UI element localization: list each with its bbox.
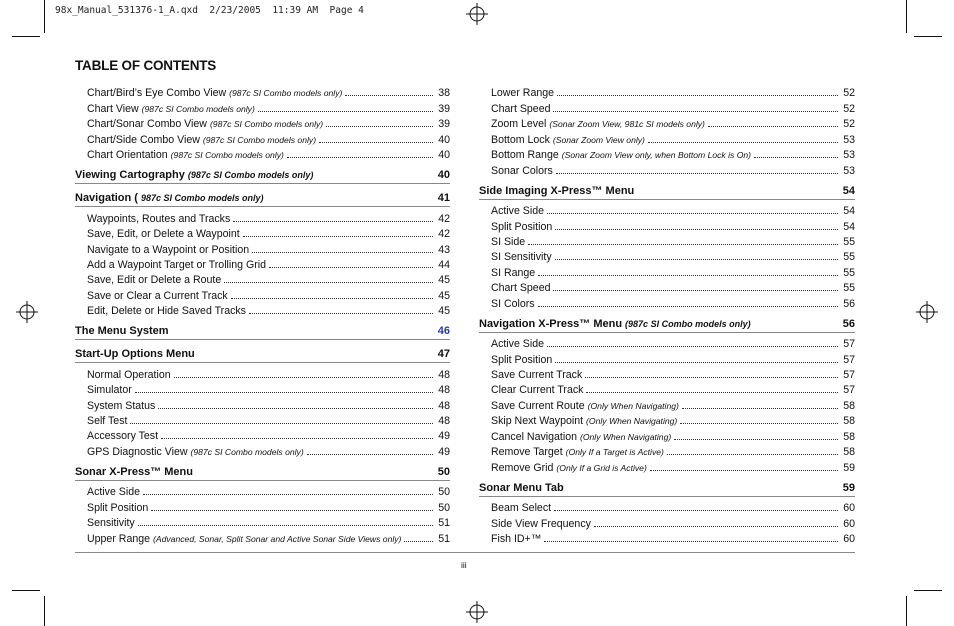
toc-page-number: 40 [438, 133, 450, 146]
dot-leader [249, 313, 433, 314]
toc-page-number: 58 [843, 430, 855, 443]
toc-page-number: 56 [842, 317, 855, 330]
dot-leader [326, 126, 433, 127]
toc-entry-note: (Sonar Zoom View, 981c SI models only) [549, 119, 705, 130]
toc-page-number: 58 [843, 446, 855, 459]
toc-page-number: 39 [438, 102, 450, 115]
toc-section-heading[interactable] [75, 464, 450, 481]
toc-entry[interactable] [479, 217, 855, 232]
toc-page-number: 40 [437, 169, 450, 182]
toc-entry[interactable] [75, 514, 450, 529]
toc-entry-note: (987c SI Combo models only) [141, 103, 255, 114]
toc-page-number: 59 [842, 481, 855, 494]
dot-leader [287, 157, 433, 158]
toc-section-heading[interactable] [479, 480, 855, 497]
toc-entry-label: SI Side [491, 235, 526, 248]
toc-entry[interactable] [75, 130, 450, 145]
toc-entry-label: System Status [87, 399, 156, 412]
dot-leader [233, 221, 433, 222]
toc-page-number: 55 [843, 266, 855, 279]
dot-leader [174, 377, 433, 378]
toc-entry-label: Split Position [491, 220, 553, 233]
toc-page-number: 48 [438, 415, 450, 427]
toc-page-number: 42 [438, 228, 450, 241]
toc-entry-label: Sonar Colors [491, 164, 553, 177]
registration-mark-icon [466, 3, 488, 25]
toc-entry-label: Normal Operation [87, 368, 171, 381]
toc-section-heading[interactable] [75, 323, 450, 340]
toc-entry[interactable] [479, 202, 855, 217]
toc-entry-label: Skip Next Waypoint [491, 415, 584, 428]
toc-page-number: 42 [438, 212, 450, 225]
toc-page-number: 44 [438, 258, 450, 271]
dot-leader [547, 213, 838, 214]
toc-entry[interactable] [479, 84, 855, 99]
toc-entry-note: (987c SI Combo models only) [170, 150, 284, 161]
dot-leader [538, 306, 838, 307]
toc-entry[interactable] [479, 115, 855, 130]
dot-leader [258, 111, 433, 112]
crop-mark-icon [914, 590, 942, 591]
toc-page-number: 57 [843, 338, 855, 351]
toc-page-number: 51 [438, 517, 450, 530]
toc-entry[interactable] [75, 286, 450, 301]
toc-entry[interactable] [479, 335, 855, 350]
toc-entry[interactable] [479, 412, 855, 427]
toc-entry-label: Split Position [87, 501, 149, 514]
toc-section-heading[interactable] [75, 190, 450, 207]
toc-entry-label: Save, Edit or Delete a Route [87, 274, 222, 287]
toc-page-number: 57 [843, 353, 855, 366]
toc-entry[interactable] [479, 233, 855, 248]
toc-entry[interactable] [479, 381, 855, 396]
registration-mark-icon [466, 601, 488, 623]
toc-page-number: 53 [843, 149, 855, 162]
toc-entry-label: Upper Range [87, 532, 151, 545]
dot-leader [538, 275, 838, 276]
toc-entry-label: Save, Edit, or Delete a Waypoint [87, 228, 240, 241]
dot-leader [544, 541, 838, 542]
toc-entry[interactable] [75, 84, 450, 99]
dot-leader [243, 236, 433, 237]
registration-mark-icon [16, 301, 38, 323]
toc-entry-label: Navigation X-Press™ Menu [479, 317, 623, 330]
toc-page-number: 49 [438, 430, 450, 443]
toc-page-number: 46 [437, 325, 450, 338]
toc-entry-label: Beam Select [491, 502, 552, 515]
toc-page-number: 53 [843, 133, 855, 146]
toc-entry-label: Chart Speed [491, 282, 551, 295]
toc-entry-label: SI Colors [491, 297, 535, 310]
dot-leader [648, 142, 838, 143]
toc-entry-note: (Only When Navigating) [587, 400, 679, 411]
toc-entry[interactable] [75, 381, 450, 396]
toc-entry-label: Edit, Delete or Hide Saved Tracks [87, 305, 246, 318]
toc-entry[interactable] [75, 99, 450, 114]
toc-page-number: 58 [843, 399, 855, 412]
toc-entry-label: Chart Speed [491, 102, 551, 115]
toc-entry[interactable] [479, 350, 855, 365]
toc-page-number: 50 [438, 501, 450, 514]
toc-entry-label: The Menu System [75, 325, 169, 338]
dot-leader [708, 126, 838, 127]
dot-leader [307, 454, 433, 455]
toc-entry-label: GPS Diagnostic View [87, 445, 188, 458]
toc-entry-label: Lower Range [491, 87, 555, 100]
toc-section-heading[interactable] [75, 346, 450, 363]
toc-entry-label: Add a Waypoint Target or Trolling Grid [87, 258, 267, 271]
toc-entry[interactable] [479, 530, 855, 545]
dot-leader [556, 173, 838, 174]
toc-page-number: 52 [843, 118, 855, 131]
toc-entry[interactable] [75, 302, 450, 317]
dot-leader [143, 494, 433, 495]
dot-leader [585, 377, 838, 378]
toc-left-column [75, 84, 450, 545]
dot-leader [269, 267, 433, 268]
dot-leader [547, 346, 838, 347]
toc-entry[interactable] [75, 483, 450, 498]
toc-entry-note: (987c SI Combo models only) [187, 170, 314, 181]
toc-entry-label: Chart Orientation [87, 149, 168, 162]
toc-entry[interactable] [479, 499, 855, 514]
toc-entry-label: Chart/Sonar Combo View [87, 118, 207, 131]
toc-entry-note: (987c SI Combo models only) [190, 446, 304, 457]
dot-leader [224, 282, 433, 283]
dot-leader [754, 157, 838, 158]
dot-leader [553, 290, 838, 291]
toc-entry-label: Active Side [491, 338, 544, 351]
dot-leader [404, 541, 433, 542]
toc-entry[interactable] [479, 514, 855, 529]
toc-entry-note: (987c SI Combo models only) [625, 318, 751, 329]
toc-page-number: 45 [438, 305, 450, 318]
toc-page-number: 55 [843, 282, 855, 295]
toc-page-number: 56 [843, 297, 855, 310]
crop-mark-icon [44, 596, 45, 626]
toc-entry-note: (Advanced, Sonar, Split Sonar and Active Sonar Side Views only) [153, 533, 402, 544]
toc-entry[interactable] [75, 365, 450, 380]
toc-entry[interactable] [75, 498, 450, 513]
page-title: TABLE OF CONTENTS [75, 58, 217, 73]
toc-entry[interactable] [75, 225, 450, 240]
toc-page-number: 53 [843, 164, 855, 177]
toc-entry-label: Active Side [87, 486, 140, 499]
toc-entry[interactable] [75, 271, 450, 286]
toc-entry-label: Bottom Lock [491, 133, 550, 146]
toc-page-number: 43 [438, 243, 450, 256]
toc-section-heading[interactable] [479, 316, 855, 333]
dot-leader [555, 259, 838, 260]
toc-entry-label: Sonar X-Press™ Menu [75, 465, 193, 478]
toc-page-number: 50 [438, 486, 450, 499]
toc-page-number: 55 [843, 235, 855, 248]
toc-page-number: 48 [438, 368, 450, 381]
bottom-rule [75, 552, 855, 553]
dot-leader [158, 408, 433, 409]
toc-page-number: 50 [437, 465, 450, 478]
toc-entry-label: Save Current Track [491, 369, 583, 381]
registration-mark-icon [916, 301, 938, 323]
toc-entry[interactable] [479, 248, 855, 263]
toc-entry-label: Cancel Navigation [491, 430, 577, 443]
dot-leader [557, 95, 838, 96]
dot-leader [135, 392, 433, 393]
toc-page-number: 48 [438, 399, 450, 412]
toc-entry-label: SI Sensitivity [491, 251, 552, 264]
dot-leader [667, 454, 838, 455]
toc-entry[interactable] [479, 294, 855, 309]
toc-entry-label: Viewing Cartography [75, 169, 185, 182]
dot-leader [555, 362, 838, 363]
toc-entry[interactable] [479, 443, 855, 458]
dot-leader [319, 142, 433, 143]
toc-entry-label: Chart/Side Combo View [87, 133, 200, 146]
toc-entry-label: Start-Up Options Menu [75, 348, 195, 361]
toc-entry-label: SI Range [491, 266, 536, 279]
toc-page-number: 52 [843, 87, 855, 100]
toc-page-number: 48 [438, 384, 450, 397]
toc-entry[interactable] [75, 529, 450, 544]
toc-entry[interactable] [75, 427, 450, 442]
toc-entry-label: Remove Grid [491, 461, 554, 474]
toc-entry[interactable] [75, 442, 450, 457]
dot-leader [680, 423, 838, 424]
crop-mark-icon [914, 36, 942, 37]
toc-entry-label: Remove Target [491, 446, 563, 459]
toc-page-number: 54 [842, 184, 855, 197]
toc-entry-note: (Only If a Target is Active) [565, 447, 664, 458]
toc-entry[interactable] [479, 279, 855, 294]
toc-entry-label: Sonar Menu Tab [479, 481, 564, 494]
toc-entry-note: (Only When Navigating) [579, 431, 672, 442]
toc-section-heading[interactable] [75, 167, 450, 184]
dot-leader [528, 244, 838, 245]
toc-page-number: 45 [438, 274, 450, 287]
toc-entry-label: Clear Current Track [491, 384, 584, 397]
toc-entry[interactable] [75, 146, 450, 161]
toc-entry-label: Save Current Route [491, 399, 585, 412]
dot-leader [130, 423, 433, 424]
crop-mark-icon [12, 590, 40, 591]
dot-leader [555, 229, 838, 230]
dot-leader [161, 438, 433, 439]
toc-entry-label: Side View Frequency [491, 517, 591, 530]
toc-entry-note: (Sonar Zoom View only, when Bottom Lock is On) [561, 150, 752, 161]
toc-page-number: 57 [843, 369, 855, 381]
toc-page-number: 60 [843, 502, 855, 515]
toc-entry[interactable] [479, 458, 855, 473]
toc-entry[interactable] [75, 209, 450, 224]
toc-entry-label: Self Test [87, 415, 128, 427]
dot-leader [674, 439, 838, 440]
toc-entry[interactable] [479, 396, 855, 411]
toc-entry-label: Fish ID+™ [491, 532, 542, 545]
toc-entry-label: Zoom Level [491, 118, 547, 131]
toc-entry[interactable] [479, 263, 855, 278]
dot-leader [594, 526, 838, 527]
toc-entry[interactable] [479, 146, 855, 161]
toc-page-number: 60 [843, 517, 855, 530]
toc-entry-note: (Only When Navigating) [586, 416, 678, 427]
toc-entry[interactable] [479, 427, 855, 442]
toc-entry-note: (Sonar Zoom View only) [552, 134, 645, 145]
toc-page-number: 39 [438, 118, 450, 131]
toc-entry-note: (Only If a Grid is Active) [556, 462, 647, 473]
toc-page-number: 47 [437, 348, 450, 361]
toc-entry[interactable] [479, 99, 855, 114]
toc-entry[interactable] [75, 115, 450, 130]
dot-leader [151, 510, 433, 511]
toc-page-number: 45 [438, 289, 450, 302]
toc-entry-label: Navigate to a Waypoint or Position [87, 243, 250, 256]
toc-entry-label: Accessory Test [87, 430, 159, 443]
dot-leader [554, 510, 838, 511]
toc-page-number: 57 [843, 384, 855, 397]
toc-section-heading[interactable] [479, 183, 855, 200]
crop-mark-icon [44, 0, 45, 33]
toc-page-number: 54 [843, 220, 855, 233]
toc-entry-note: (987c SI Combo models only) [202, 134, 317, 145]
toc-entry-label: Sensitivity [87, 517, 135, 530]
toc-entry[interactable] [479, 130, 855, 145]
crop-mark-icon [906, 0, 907, 33]
dot-leader [138, 525, 433, 526]
crop-mark-icon [906, 596, 907, 626]
toc-page-number: 60 [843, 532, 855, 545]
toc-entry-label: Navigation ( [75, 192, 138, 205]
toc-entry-label: Side Imaging X-Press™ Menu [479, 184, 635, 197]
toc-page-number: 49 [438, 445, 450, 458]
toc-entry-label: Simulator [87, 384, 132, 397]
toc-entry-label: Split Position [491, 353, 553, 366]
toc-entry[interactable] [479, 366, 855, 381]
print-slug: 98x_Manual_531376-1_A.qxd 2/23/2005 11:39 AM Page 4 [55, 5, 364, 16]
toc-entry-note: (987c SI Combo models only) [229, 88, 343, 99]
toc-page-number: 40 [438, 149, 450, 162]
toc-page-number: 54 [843, 205, 855, 218]
toc-entry[interactable] [479, 161, 855, 176]
toc-entry-label: Bottom Range [491, 149, 559, 162]
toc-entry-label: Waypoints, Routes and Tracks [87, 212, 231, 225]
toc-right-column [479, 84, 855, 545]
toc-entry-note: (987c SI Combo models only) [209, 119, 324, 130]
toc-page-number: 51 [438, 532, 450, 545]
toc-entry-label: Chart/Bird’s Eye Combo View [87, 87, 227, 100]
toc-page-number: 52 [843, 102, 855, 115]
dot-leader [586, 392, 838, 393]
toc-page-number: 58 [843, 415, 855, 428]
toc-entry[interactable] [75, 412, 450, 427]
toc-entry-label: Save or Clear a Current Track [87, 289, 228, 302]
toc-page-number: 55 [843, 251, 855, 264]
dot-leader [553, 111, 838, 112]
crop-mark-icon [12, 36, 40, 37]
toc-entry[interactable] [75, 256, 450, 271]
page-folio: iii [461, 560, 467, 570]
toc-entry-label: Active Side [491, 205, 544, 218]
dot-leader [650, 470, 838, 471]
toc-entry[interactable] [75, 396, 450, 411]
toc-page-number: 41 [437, 192, 450, 205]
dot-leader [231, 298, 433, 299]
dot-leader [345, 95, 433, 96]
dot-leader [682, 408, 838, 409]
toc-entry-note: 987c SI Combo models only) [140, 193, 264, 204]
dot-leader [252, 252, 433, 253]
toc-page-number: 38 [438, 87, 450, 100]
toc-page-number: 59 [843, 461, 855, 474]
toc-entry[interactable] [75, 240, 450, 255]
toc-entry-label: Chart View [87, 102, 139, 115]
